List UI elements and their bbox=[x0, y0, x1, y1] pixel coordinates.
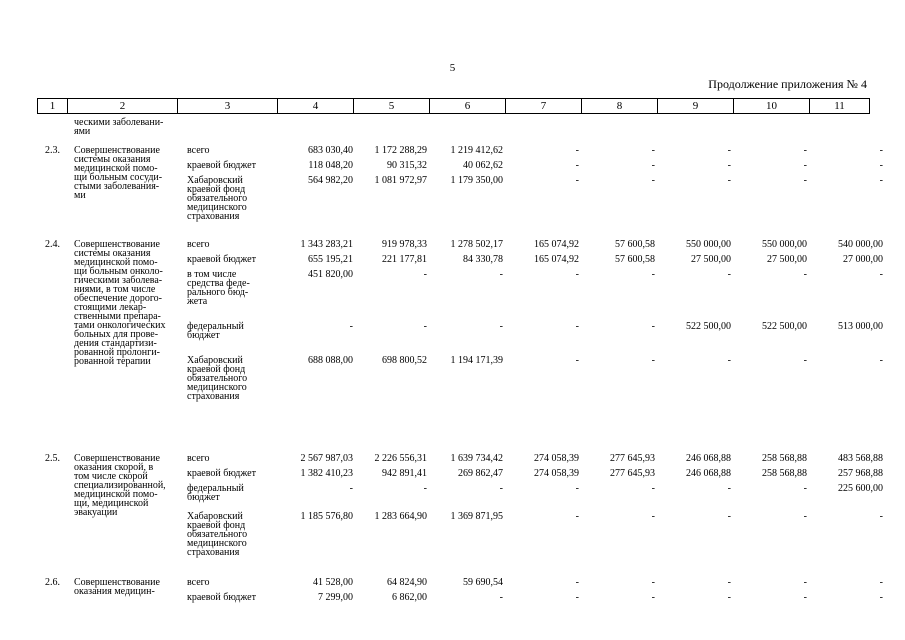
header-cell: 1 bbox=[38, 99, 68, 114]
funding-source-label: Хабаровский краевой фонд обязательного медицинского страхования bbox=[187, 355, 248, 402]
amount-cell: 27 500,00 bbox=[767, 254, 807, 265]
amount-cell: 698 800,52 bbox=[382, 355, 427, 366]
amount-cell: 683 030,40 bbox=[308, 145, 353, 156]
amount-cell: 258 568,88 bbox=[762, 453, 807, 464]
amount-cell: - bbox=[651, 269, 655, 280]
amount-cell: 64 824,90 bbox=[387, 577, 427, 588]
amount-cell: 57 600,58 bbox=[615, 254, 655, 265]
amount-cell: 277 645,93 bbox=[610, 468, 655, 479]
amount-cell: - bbox=[803, 145, 807, 156]
amount-cell: 550 000,00 bbox=[686, 239, 731, 250]
amount-cell: - bbox=[499, 592, 503, 603]
amount-cell: 277 645,93 bbox=[610, 453, 655, 464]
header-cell: 10 bbox=[734, 99, 810, 114]
funding-source-label: Хабаровский краевой фонд обязательного медицинского страхования bbox=[187, 175, 248, 222]
amount-cell: 919 978,33 bbox=[382, 239, 427, 250]
amount-cell: - bbox=[651, 321, 655, 332]
amount-cell: - bbox=[727, 355, 731, 366]
funding-source-label: Хабаровский краевой фонд обязательного медицинского страхования bbox=[187, 511, 248, 558]
amount-cell: 1 179 350,00 bbox=[450, 175, 503, 186]
amount-cell: 540 000,00 bbox=[838, 239, 883, 250]
amount-cell: - bbox=[727, 175, 731, 186]
amount-cell: - bbox=[575, 355, 579, 366]
amount-cell: 257 968,88 bbox=[838, 468, 883, 479]
amount-cell: 1 278 502,17 bbox=[450, 239, 503, 250]
amount-cell: - bbox=[727, 577, 731, 588]
amount-cell: 513 000,00 bbox=[838, 321, 883, 332]
amount-cell: - bbox=[803, 592, 807, 603]
section-title: Совершенствование оказания скорой, в том числе скорой специализированной, медицинской помо- щи, медицинской эвакуации bbox=[74, 453, 166, 518]
amount-cell: 1 185 576,80 bbox=[300, 511, 353, 522]
amount-cell: - bbox=[575, 511, 579, 522]
amount-cell: - bbox=[803, 160, 807, 171]
amount-cell: 942 891,41 bbox=[382, 468, 427, 479]
amount-cell: 246 068,88 bbox=[686, 453, 731, 464]
funding-source-label: всего bbox=[187, 453, 210, 464]
amount-cell: - bbox=[349, 321, 353, 332]
amount-cell: - bbox=[651, 577, 655, 588]
amount-cell: 165 074,92 bbox=[534, 254, 579, 265]
amount-cell: 522 500,00 bbox=[686, 321, 731, 332]
amount-cell: - bbox=[575, 160, 579, 171]
amount-cell: 2 567 987,03 bbox=[300, 453, 353, 464]
amount-cell: 41 528,00 bbox=[313, 577, 353, 588]
carried-over-text: ческими заболевани- ями bbox=[74, 117, 164, 137]
amount-cell: 1 382 410,23 bbox=[300, 468, 353, 479]
amount-cell: - bbox=[727, 269, 731, 280]
amount-cell: 550 000,00 bbox=[762, 239, 807, 250]
amount-cell: 1 194 171,39 bbox=[450, 355, 503, 366]
amount-cell: 40 062,62 bbox=[463, 160, 503, 171]
amount-cell: - bbox=[727, 592, 731, 603]
section-number: 2.4. bbox=[45, 239, 60, 250]
section-number: 2.6. bbox=[45, 577, 60, 588]
section-number: 2.3. bbox=[45, 145, 60, 156]
amount-cell: - bbox=[575, 321, 579, 332]
amount-cell: - bbox=[803, 355, 807, 366]
amount-cell: 522 500,00 bbox=[762, 321, 807, 332]
amount-cell: - bbox=[879, 269, 883, 280]
amount-cell: - bbox=[575, 145, 579, 156]
amount-cell: 1 639 734,42 bbox=[450, 453, 503, 464]
table-body bbox=[37, 114, 883, 634]
amount-cell: 1 283 664,90 bbox=[374, 511, 427, 522]
funding-source-label: всего bbox=[187, 577, 210, 588]
amount-cell: - bbox=[727, 483, 731, 494]
header-cell: 11 bbox=[810, 99, 870, 114]
amount-cell: - bbox=[423, 321, 427, 332]
amount-cell: - bbox=[727, 511, 731, 522]
amount-cell: - bbox=[575, 592, 579, 603]
amount-cell: - bbox=[423, 483, 427, 494]
amount-cell: 655 195,21 bbox=[308, 254, 353, 265]
amount-cell: 2 226 556,31 bbox=[374, 453, 427, 464]
amount-cell: - bbox=[803, 511, 807, 522]
amount-cell: - bbox=[803, 483, 807, 494]
amount-cell: 246 068,88 bbox=[686, 468, 731, 479]
section-title: Совершенствование системы оказания медицинской помо- щи больным сосуди- стыми заболевания- ми bbox=[74, 145, 163, 201]
funding-source-label: федеральный бюджет bbox=[187, 321, 244, 341]
header-cell: 3 bbox=[178, 99, 278, 114]
header-cell: 5 bbox=[354, 99, 430, 114]
funding-source-label: всего bbox=[187, 239, 210, 250]
amount-cell: - bbox=[349, 483, 353, 494]
amount-cell: - bbox=[575, 577, 579, 588]
amount-cell: 225 600,00 bbox=[838, 483, 883, 494]
funding-source-label: краевой бюджет bbox=[187, 254, 256, 265]
amount-cell: - bbox=[879, 511, 883, 522]
header-cell: 9 bbox=[658, 99, 734, 114]
header-cell: 2 bbox=[68, 99, 178, 114]
amount-cell: - bbox=[499, 321, 503, 332]
amount-cell: 6 862,00 bbox=[392, 592, 427, 603]
amount-cell: - bbox=[651, 511, 655, 522]
funding-source-label: краевой бюджет bbox=[187, 592, 256, 603]
amount-cell: - bbox=[879, 175, 883, 186]
amount-cell: 165 074,92 bbox=[534, 239, 579, 250]
funding-source-label: краевой бюджет bbox=[187, 160, 256, 171]
amount-cell: 564 982,20 bbox=[308, 175, 353, 186]
section-title: Совершенствование оказания медицин- bbox=[74, 577, 160, 597]
funding-source-label: в том числе средства феде- рального бюд- жета bbox=[187, 269, 250, 307]
amount-cell: - bbox=[575, 175, 579, 186]
amount-cell: - bbox=[499, 483, 503, 494]
amount-cell: 1 172 288,29 bbox=[374, 145, 427, 156]
funding-source-label: федеральный бюджет bbox=[187, 483, 244, 503]
section-title: Совершенствование системы оказания медицинской помо- щи больным онколо- гическими заболева- ниями, в том числе обеспечение дорого- стоящими лекар- ственными препара- тами онкологических больных для прове- дения стандартизи- рованной пролонги- рованной терапии bbox=[74, 239, 166, 367]
amount-cell: 1 343 283,21 bbox=[300, 239, 353, 250]
amount-cell: 274 058,39 bbox=[534, 453, 579, 464]
amount-cell: - bbox=[879, 577, 883, 588]
amount-cell: - bbox=[499, 269, 503, 280]
amount-cell: - bbox=[651, 483, 655, 494]
amount-cell: - bbox=[727, 145, 731, 156]
amount-cell: 27 500,00 bbox=[691, 254, 731, 265]
amount-cell: - bbox=[423, 269, 427, 280]
amount-cell: - bbox=[651, 160, 655, 171]
amount-cell: - bbox=[803, 175, 807, 186]
amount-cell: 1 219 412,62 bbox=[450, 145, 503, 156]
amount-cell: 221 177,81 bbox=[382, 254, 427, 265]
amount-cell: 258 568,88 bbox=[762, 468, 807, 479]
amount-cell: - bbox=[651, 592, 655, 603]
amount-cell: 274 058,39 bbox=[534, 468, 579, 479]
page-number: 5 bbox=[449, 62, 456, 74]
amount-cell: 483 568,88 bbox=[838, 453, 883, 464]
amount-cell: - bbox=[575, 269, 579, 280]
amount-cell: - bbox=[879, 592, 883, 603]
amount-cell: 1 369 871,95 bbox=[450, 511, 503, 522]
funding-source-label: всего bbox=[187, 145, 210, 156]
amount-cell: - bbox=[879, 355, 883, 366]
continuation-note: Продолжение приложения № 4 bbox=[708, 77, 867, 91]
amount-cell: 59 690,54 bbox=[463, 577, 503, 588]
amount-cell: 118 048,20 bbox=[308, 160, 353, 171]
funding-source-label: краевой бюджет bbox=[187, 468, 256, 479]
amount-cell: - bbox=[651, 355, 655, 366]
amount-cell: 84 330,78 bbox=[463, 254, 503, 265]
amount-cell: 269 862,47 bbox=[458, 468, 503, 479]
amount-cell: - bbox=[575, 483, 579, 494]
amount-cell: 7 299,00 bbox=[318, 592, 353, 603]
header-cell: 7 bbox=[506, 99, 582, 114]
amount-cell: - bbox=[651, 145, 655, 156]
amount-cell: 1 081 972,97 bbox=[374, 175, 427, 186]
header-cell: 8 bbox=[582, 99, 658, 114]
header-cell: 4 bbox=[278, 99, 354, 114]
amount-cell: 451 820,00 bbox=[308, 269, 353, 280]
amount-cell: - bbox=[879, 160, 883, 171]
amount-cell: 27 000,00 bbox=[843, 254, 883, 265]
amount-cell: - bbox=[651, 175, 655, 186]
amount-cell: 57 600,58 bbox=[615, 239, 655, 250]
amount-cell: - bbox=[803, 269, 807, 280]
amount-cell: - bbox=[803, 577, 807, 588]
amount-cell: - bbox=[879, 145, 883, 156]
amount-cell: 688 088,00 bbox=[308, 355, 353, 366]
section-number: 2.5. bbox=[45, 453, 60, 464]
amount-cell: 90 315,32 bbox=[387, 160, 427, 171]
column-header-table bbox=[37, 98, 870, 114]
header-cell: 6 bbox=[430, 99, 506, 114]
amount-cell: - bbox=[727, 160, 731, 171]
